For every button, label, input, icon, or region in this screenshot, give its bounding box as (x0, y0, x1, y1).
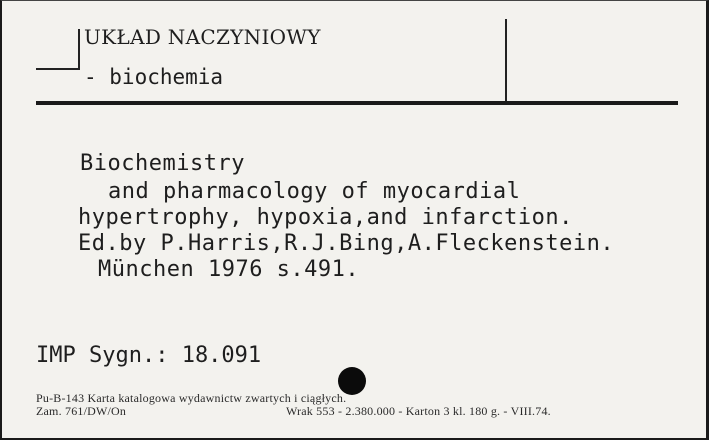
header-bracket-base (36, 68, 80, 70)
header-divider (505, 19, 507, 103)
entry-line: and pharmacology of myocardial (108, 179, 521, 204)
header-bracket (78, 29, 80, 69)
subject-subheading: - biochemia (84, 65, 224, 89)
subject-heading: UKŁAD NACZYNIOWY (84, 25, 321, 49)
entry-line: hypertrophy, hypoxia,and infarction. (78, 205, 573, 230)
entry-line: Ed.by P.Harris,R.J.Bing,A.Fleckenstein. (78, 231, 615, 256)
header-rule (36, 101, 678, 105)
card-order-info: Zam. 761/DW/On (36, 404, 127, 418)
entry-title: Biochemistry (80, 151, 245, 176)
call-number: IMP Sygn.: 18.091 (36, 343, 262, 368)
card-print-info: Pu-B-143 Karta katalogowa wydawnictw zwartych i ciągłych. (36, 391, 347, 405)
entry-line: München 1976 s.491. (98, 257, 360, 282)
card-stock-info: Wrak 553 - 2.380.000 - Karton 3 kl. 180 g. - VIII.74. (286, 404, 551, 418)
